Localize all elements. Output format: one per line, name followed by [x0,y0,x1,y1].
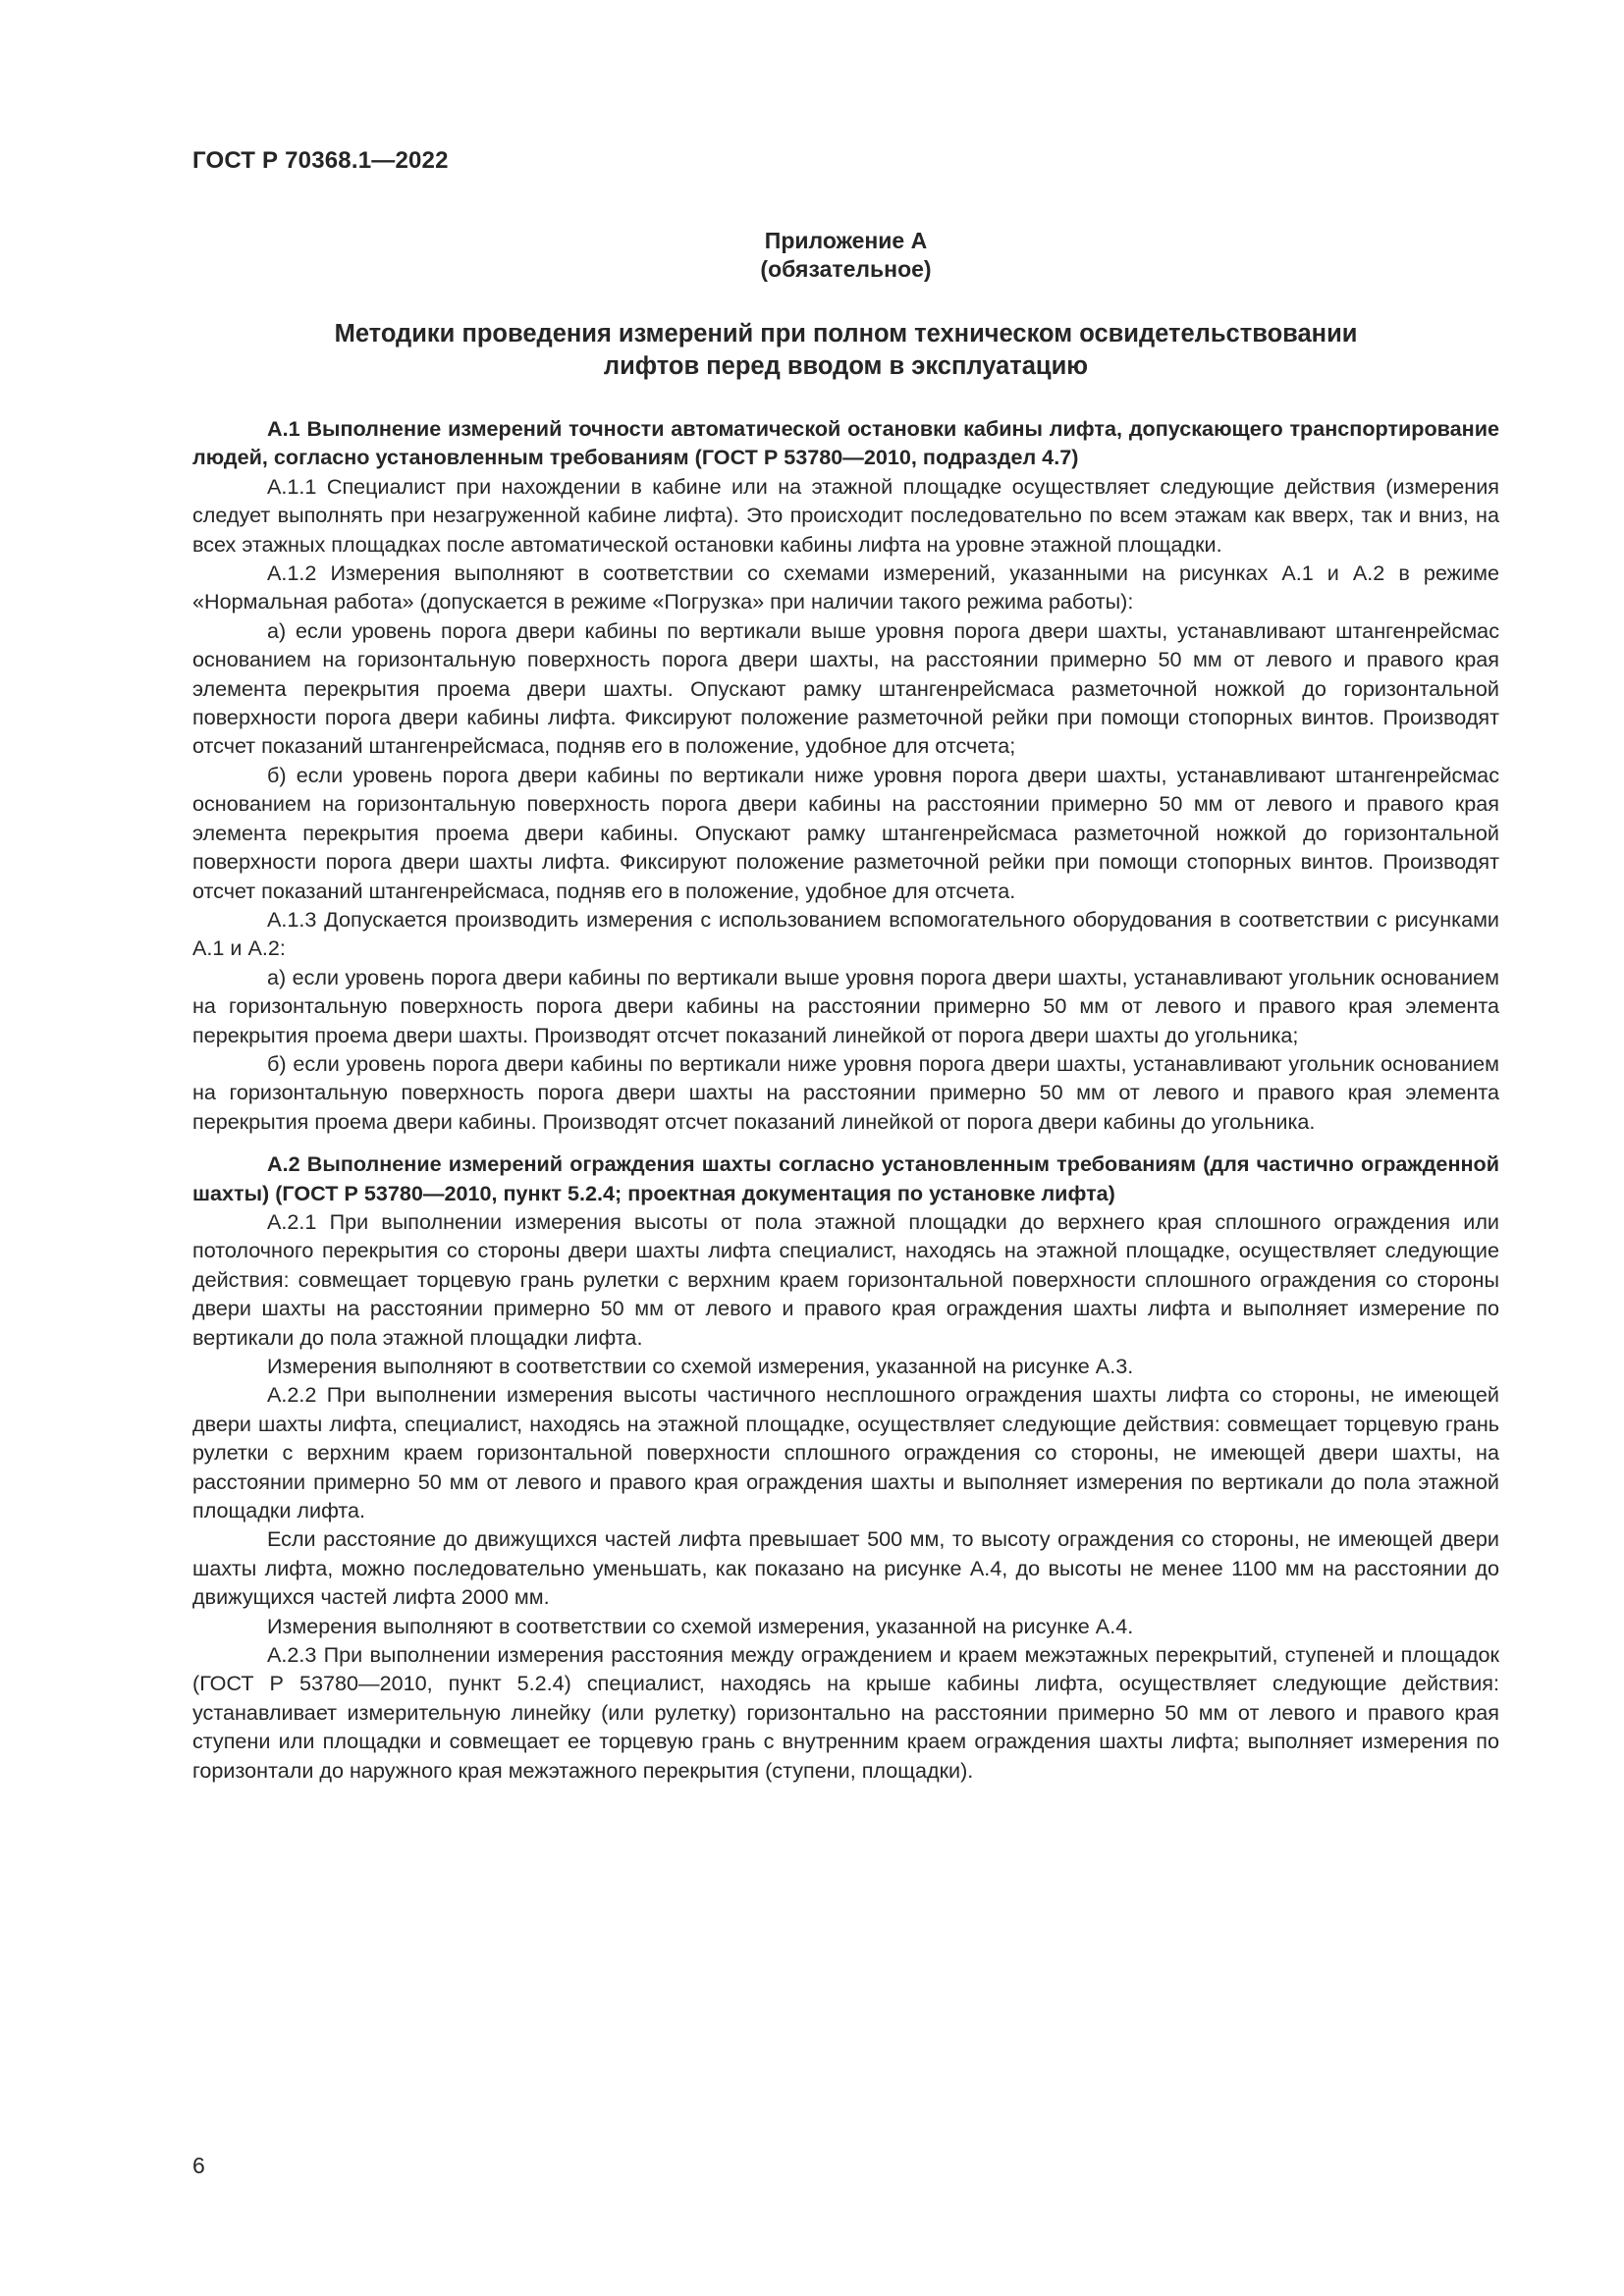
paragraph-a2-1: А.2.1 При выполнении измерения высоты от пола этажной площадки до верхнего края сплошного ограждения или потолочного перекрытия со стороны двери шахты лифта специалист, находясь на этажной площадке, осуществляет следующие действия: совмещает торцевую грань рулетки с верхним краем горизонтальной поверхности сплошного ограждения со стороны двери шахты на расстоянии примерно 50 мм от левого и правого края ограждения шахты лифта и выполняет измерение по вертикали до пола этажной площадки лифта. [192,1208,1499,1350]
page-title-line-1: Методики проведения измерений при полном техническом освидетельствовании [334,320,1358,347]
paragraph-a1-1: А.1.1 Специалист при нахождении в кабине или на этажной площадке осуществляет следующие действия (измерения следует выполнять при незагруженной кабине лифта). Это происходит последовательно по всем этажам как вверх, так и вниз, на всех этажных площадках после автоматической остановки кабины лифта на уровне этажной площадки. [192,473,1499,557]
paragraph-a2-2-ref: Измерения выполняют в соответствии со схемой измерения, указанной на рисунке А.4. [267,1613,1134,1638]
section-a1-heading: А.1 Выполнение измерений точности автоматической остановки кабины лифта, допускающего транспортирование людей, согласно установленным требованиям (ГОСТ Р 53780—2010, подраздел 4.7) [192,416,1499,470]
page-number: 6 [192,2153,205,2178]
annex-status: (обязательное) [760,256,932,282]
paragraph-a1-3-b: б) если уровень порога двери кабины по вертикали ниже уровня порога двери шахты, устанавливают угольник основанием на горизонтальную поверхность порога двери шахты на расстоянии примерно 50 мм от левого и правого края элемента перекрытия проема двери кабины. Производят отсчет показаний линейкой от порога двери кабины до угольника. [192,1050,1499,1134]
paragraph-a1-2-a: а) если уровень порога двери кабины по вертикали выше уровня порога двери шахты, устанавливают штангенрейсмас основанием на горизонтальную поверхность порога двери шахты, на расстоянии примерно 50 мм от левого и правого края элемента перекрытия проема двери шахты. Опускают рамку штангенрейсмаса разметочной ножкой до горизонтальной поверхности порога двери кабины лифта. Фиксируют положение разметочной рейки при помощи стопорных винтов. Производят отсчет показаний штангенрейсмаса, подняв его в положение, удобное для отсчета; [192,617,1499,759]
page-title-line-2: лифтов перед вводом в эксплуатацию [603,352,1089,380]
paragraph-a2-3: А.2.3 При выполнении измерения расстояния между ограждением и краем межэтажных перекрытий, ступеней и площадок (ГОСТ Р 53780—2010, пункт 5.2.4) специалист, находясь на крыше кабины лифта, осуществляет следующие действия: устанавливает измерительную линейку (или рулетку) горизонтально на расстоянии примерно 50 мм от левого и правого края ступени или площадки и совмещает ее торцевую грань с внутренним краем ограждения шахты лифта; выполняет измерения по горизонтали до наружного края межэтажного перекрытия (ступени, площадки). [192,1642,1499,1783]
paragraph-a1-3: А.1.3 Допускается производить измерения с использованием вспомогательного оборудования в соответствии с рисунками А.1 и А.2: [192,906,1499,961]
annex-block [192,227,1499,284]
document-code: ГОСТ Р 70368.1—2022 [192,147,449,174]
paragraph-a2-2-note: Если расстояние до движущихся частей лифта превышает 500 мм, то высоту ограждения со стороны, не имеющей двери шахты лифта, можно последовательно уменьшать, как показано на рисунке А.4, до высоты не менее 1100 мм на расстоянии до движущихся частей лифта 2000 мм. [192,1526,1499,1610]
section-a2-heading: А.2 Выполнение измерений ограждения шахты согласно установленным требованиям (для частично огражденной шахты) (ГОСТ Р 53780—2010, пункт 5.2.4; проектная документация по установке лифта) [192,1151,1499,1205]
page-title [192,318,1499,383]
paragraph-a1-2: А.1.2 Измерения выполняют в соответствии со схемами измерений, указанными на рисунках А.1 и А.2 в режиме «Нормальная работа» (допускается в режиме «Погрузка» при наличии такого режима работы): [192,561,1499,614]
annex-title: Приложение А [764,228,928,253]
paragraph-a2-1-ref: Измерения выполняют в соответствии со схемой измерения, указанной на рисунке А.3. [267,1354,1134,1378]
paragraph-a2-2: А.2.2 При выполнении измерения высоты частичного несплошного ограждения шахты лифта со стороны, не имеющей двери шахты лифта, специалист, находясь на этажной площадке, осуществляет следующие действия: совмещает торцевую грань рулетки с верхним краем горизонтальной поверхности сплошного ограждения со стороны, не имеющей двери шахты, на расстоянии примерно 50 мм от левого и правого края ограждения шахты и выполняет измерения по вертикали до пола этажной площадки лифта. [192,1382,1499,1523]
paragraph-a1-3-a: а) если уровень порога двери кабины по вертикали выше уровня порога двери шахты, устанавливают угольник основанием на горизонтальную поверхность порога двери кабины на расстоянии примерно 50 мм от левого и правого края элемента перекрытия проема двери шахты. Производят отсчет показаний линейкой от порога двери шахты до угольника; [192,964,1499,1047]
paragraph-a1-2-b: б) если уровень порога двери кабины по вертикали ниже уровня порога двери шахты, устанавливают штангенрейсмас основанием на горизонтальную поверхность порога двери кабины на расстоянии примерно 50 мм от левого и правого края элемента перекрытия проема двери кабины. Опускают рамку штангенрейсмаса разметочной ножкой до горизонтальной поверхности порога двери шахты лифта. Фиксируют положение разметочной рейки при помощи стопорных винтов. Производят отсчет показаний штангенрейсмаса, подняв его в положение, удобное для отсчета. [192,762,1499,903]
document-body [192,414,1499,1785]
